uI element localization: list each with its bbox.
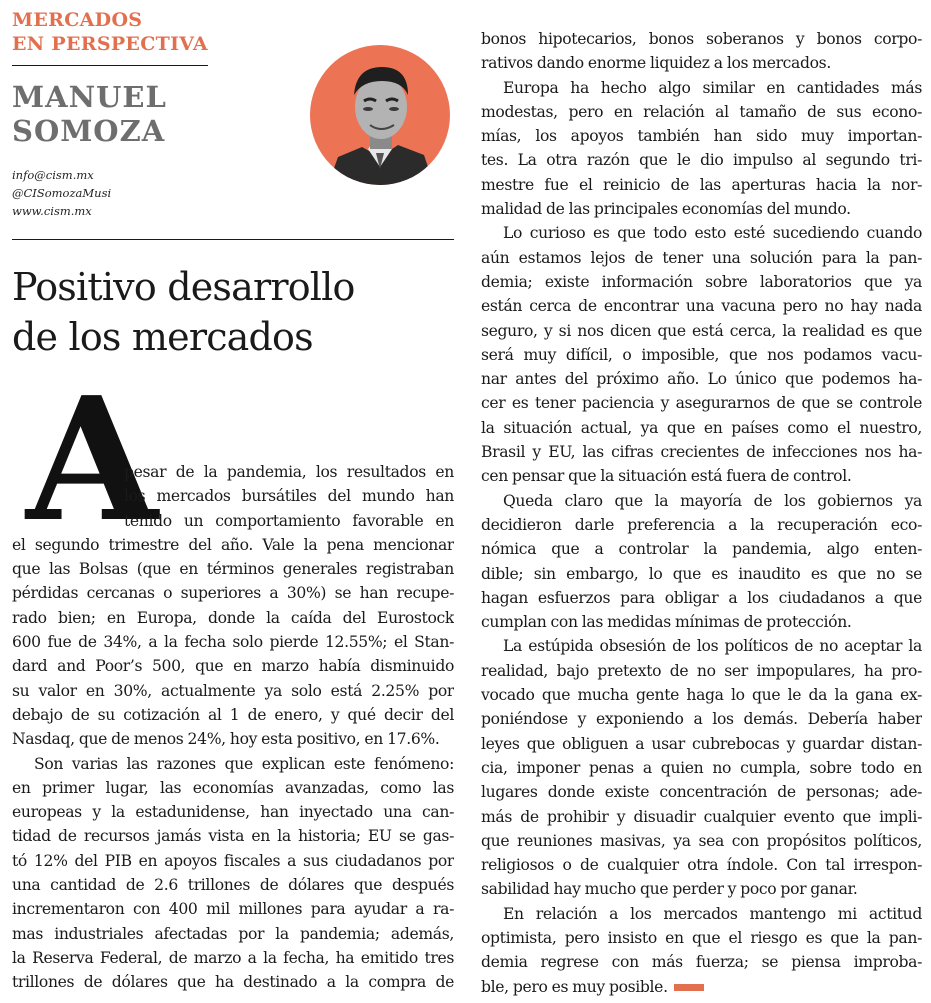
text-line: la Reserva Federal, de marzo a la fecha, ha emitido tres — [12, 948, 454, 967]
text-line: debajo de su cotización al 1 de enero, y qué decir del — [12, 705, 454, 724]
divider — [12, 239, 454, 240]
end-mark — [674, 984, 704, 991]
text-line: más de prohibir y disuadir cualquier evento que impli- — [481, 807, 922, 826]
text-line: será muy difícil, o imposible, que nos podamos vacu- — [481, 345, 922, 364]
text-line: seguro, y si nos dicen que está cerca, la realidad es que — [481, 321, 922, 340]
text-line: cumplan con las medidas mínimas de protección. — [481, 613, 852, 632]
text-line: mestre fue el reinicio de las aperturas hacia la nor- — [481, 175, 922, 194]
text-line: rativos dando enorme liquidez a los mercados. — [481, 54, 831, 73]
text-line: hagan esfuerzos para obligar a los ciudadanos a que — [481, 588, 922, 607]
text-line: cer es tener paciencia y asegurarnos de que se controle — [481, 394, 922, 413]
text-line: que las Bolsas (que en términos generales registraban — [12, 560, 454, 579]
text-line: religiosos o de cualquier otra índole. Con tal irrespon- — [481, 856, 922, 875]
text-line: ble, pero es muy posible. — [481, 975, 922, 999]
author-name: MANUEL SOMOZA — [12, 80, 167, 148]
text-line: Brasil y EU, las cifras crecientes de infecciones nos ha- — [481, 443, 922, 462]
right-column — [481, 0, 922, 1003]
text-line: que reuniones masivas, ya sea con propósitos políticos, — [481, 831, 922, 850]
text-line: optimista, pero insisto en que el riesgo es que la pan- — [481, 928, 922, 947]
contact-twitter[interactable]: @CISomozaMusi — [12, 186, 112, 200]
text-line: Nasdaq, que de menos 24%, hoy esta positivo, en 17.6%. — [12, 730, 440, 749]
text-line: la situación actual, ya que en países como el nuestro, — [481, 418, 922, 437]
text-line: dard and Poor’s 500, que en marzo había disminuido — [12, 657, 454, 676]
text-line: Lo curioso es que todo esto esté sucediendo cuando — [503, 224, 922, 243]
text-line: 600 fue de 34%, a la fecha solo pierde 12.55%; el Stan- — [12, 633, 454, 652]
text-line: mas industriales afectadas por la pandemia; además, — [12, 924, 454, 943]
text-line: rado bien; en Europa, donde la caída del Eurostock — [12, 608, 454, 627]
text-line: cia, imponer penas a quien no cumpla, sobre todo en — [481, 758, 922, 777]
text-line: cen pensar que la situación está fuera de control. — [481, 467, 852, 486]
author-photo — [310, 45, 450, 185]
contact-email[interactable]: info@cism.mx — [12, 168, 94, 182]
text-line: La estúpida obsesión de los políticos de no aceptar la — [503, 637, 922, 656]
text-line: dible; sin embargo, lo que es inaudito es que no se — [481, 564, 922, 583]
text-line: lugares donde existe concentración de personas; ade- — [481, 783, 922, 802]
text-line: tenido un comportamiento favorable en — [124, 511, 454, 530]
text-line: demia regrese con más fuerza; se piensa improba- — [481, 953, 922, 972]
text-line: pérdidas cercanas o superiores a 30%) se han recupe- — [12, 584, 454, 603]
text-line: incrementaron con 400 mil millones para ayudar a ra- — [12, 900, 454, 919]
text-line: una cantidad de 2.6 trillones de dólares que después — [12, 876, 454, 895]
text-line: malidad de las principales economías del mundo. — [481, 200, 851, 219]
headline: Positivo desarrollo de los mercados — [12, 265, 355, 359]
text-line: realidad, bajo pretexto de no ser impopulares, ha pro- — [481, 661, 922, 680]
text-line: modestas, pero en relación al tamaño de sus econo- — [481, 102, 922, 121]
text-line: aún estamos lejos de tener una solución para la pan- — [481, 248, 922, 267]
article-body-left — [12, 460, 454, 995]
text-line: Europa ha hecho algo similar en cantidades más — [503, 78, 922, 97]
text-line: mías, los apoyos también han sido muy importan- — [481, 127, 922, 146]
text-line: Queda claro que la mayoría de los gobiernos ya — [503, 491, 922, 510]
contact-website[interactable]: www.cism.mx — [12, 204, 92, 218]
text-line: poniéndose y exponiendo a los demás. Debería haber — [481, 710, 922, 729]
text-line: su valor en 30%, actualmente ya solo está 2.25% por — [12, 681, 454, 700]
text-line: los mercados bursátiles del mundo han — [124, 487, 454, 506]
text-line: tidad de recursos jamás vista en la historia; EU se gas- — [12, 827, 454, 846]
text-line: trillones de dólares que ha destinado a la compra de — [12, 973, 454, 992]
left-column — [12, 0, 454, 1003]
text-line: están cerca de encontrar una vacuna pero no hay nada — [481, 297, 922, 316]
text-line: sabilidad hay mucho que perder y poco por ganar. — [481, 880, 858, 899]
author-contacts — [12, 166, 111, 220]
text-line: nar antes del próximo año. Lo único que podemos ha- — [481, 370, 922, 389]
text-line: Son varias las razones que explican este fenómeno: — [34, 754, 454, 773]
section-kicker: MERCADOS EN PERSPECTIVA — [12, 9, 208, 55]
text-line: el segundo trimestre del año. Vale la pena mencionar — [12, 535, 454, 554]
text-line: europeas y la estadunidense, han inyectado una can- — [12, 803, 454, 822]
drop-cap: A — [26, 360, 158, 560]
text-line: demia; existe información sobre laboratorios que ya — [481, 272, 922, 291]
article-body-right — [481, 27, 922, 999]
divider — [12, 65, 208, 66]
text-line: en primer lugar, las economías avanzadas, como las — [12, 778, 454, 797]
text-line: leyes que obliguen a usar cubrebocas y guardar distan- — [481, 734, 922, 753]
text-line: decidieron darle preferencia a la recuperación eco- — [481, 515, 922, 534]
text-line: tó 12% del PIB en apoyos fiscales a sus ciudadanos por — [12, 851, 454, 870]
text-line: pesar de la pandemia, los resultados en — [124, 463, 454, 481]
text-line: tes. La otra razón que le dio impulso al segundo tri- — [481, 151, 922, 170]
text-line: nómica que a controlar la pandemia, algo enten- — [481, 540, 922, 559]
text-line: vocado que mucha gente haga lo que le da la gana ex- — [481, 686, 922, 705]
text-line: bonos hipotecarios, bonos soberanos y bonos corpo- — [481, 30, 922, 48]
text-line: En relación a los mercados mantengo mi actitud — [503, 904, 922, 923]
